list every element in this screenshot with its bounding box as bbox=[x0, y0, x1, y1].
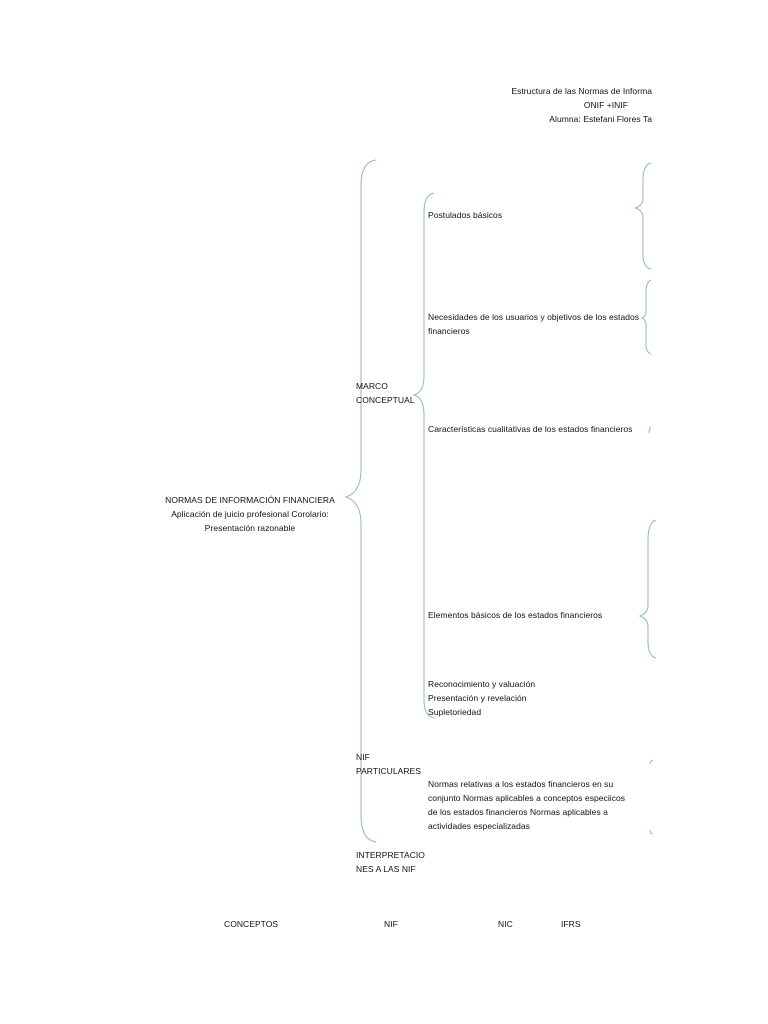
branch-nif-line2: PARTICULARES bbox=[356, 766, 421, 776]
footer-nic: NIC bbox=[498, 919, 513, 929]
nif-item-line1: Normas relativas a los estados financieros en su bbox=[428, 779, 614, 789]
page-subtitle: ONIF +INIF bbox=[583, 100, 628, 110]
root-title: NORMAS DE INFORMACIÓN FINANCIERA bbox=[165, 495, 335, 505]
branch-nif-line1: NIF bbox=[356, 752, 370, 762]
footer-nif: NIF bbox=[384, 919, 398, 929]
nif-item-line3: de los estados financieros Normas aplicables a bbox=[428, 807, 608, 817]
branch-marco-line2: CONCEPTUAL bbox=[356, 395, 415, 405]
item-caracteristicas: Características cualitativas de los estados financieros bbox=[428, 424, 633, 434]
item-necesidades-line1: Necesidades de los usuarios y objetivos de los estados bbox=[428, 312, 640, 322]
footer-ifrs: IFRS bbox=[561, 919, 581, 929]
branch-interpretaciones-line2: NES A LAS NIF bbox=[356, 864, 416, 874]
branch-marco-line1: MARCO bbox=[356, 381, 388, 391]
root-subtitle-2: Presentación razonable bbox=[204, 523, 296, 533]
elementos-brace bbox=[640, 520, 656, 658]
item-elementos: Elementos básicos de los estados financieros bbox=[428, 610, 603, 620]
necesidades-brace bbox=[642, 280, 651, 354]
page-title: Estructura de las Normas de Informa bbox=[511, 86, 652, 96]
postulados-brace bbox=[635, 163, 651, 269]
item-presentacion: Presentación y revelación bbox=[428, 693, 527, 703]
item-supletoriedad: Supletoriedad bbox=[428, 707, 482, 717]
item-necesidades-line2: financieros bbox=[428, 326, 470, 336]
branch-interpretaciones-line1: INTERPRETACIO bbox=[356, 850, 425, 860]
nif-mark-top bbox=[650, 760, 653, 764]
item-postulados: Postulados básicos bbox=[428, 210, 503, 220]
main-brace bbox=[346, 160, 376, 842]
nif-mark-bottom bbox=[650, 830, 653, 834]
nif-item-line2: conjunto Normas aplicables a conceptos especiicos bbox=[428, 793, 626, 803]
footer-conceptos: CONCEPTOS bbox=[224, 919, 279, 929]
caracteristicas-mark bbox=[649, 427, 651, 433]
marco-brace bbox=[414, 193, 434, 718]
nif-item-line4: actividades especializadas bbox=[428, 821, 530, 831]
root-subtitle: Aplicación de juicio profesional Corolario: bbox=[171, 509, 329, 519]
item-reconocimiento: Reconocimiento y valuación bbox=[428, 679, 536, 689]
student-name: Alumna: Estefani Flores Ta bbox=[549, 114, 652, 124]
